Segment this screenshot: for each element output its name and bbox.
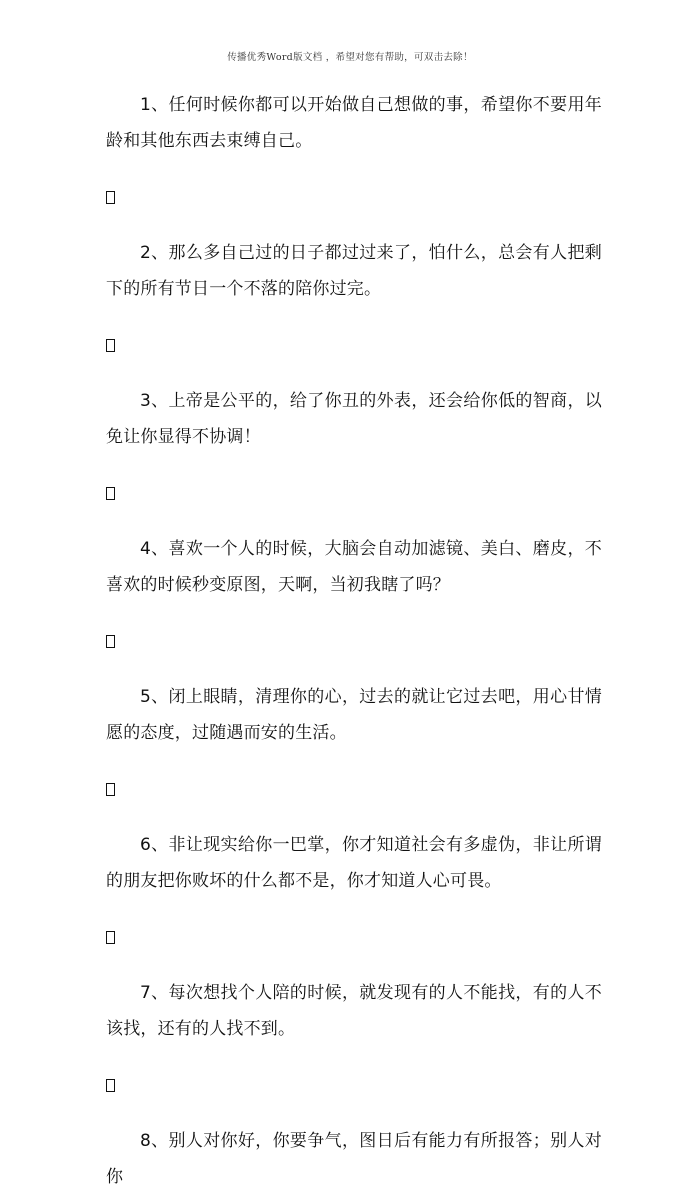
missing-glyph-icon [106, 191, 115, 204]
separator-4 [106, 623, 602, 659]
page-header: 传播优秀Word版文档 ，希望对您有帮助，可双击去除！ [227, 52, 473, 63]
paragraph-5: 5、闭上眼睛，清理你的心，过去的就让它过去吧，用心甘情愿的态度，过随遇而安的生活。 [106, 687, 602, 743]
missing-glyph-icon [106, 1079, 115, 1092]
missing-glyph-icon [106, 783, 115, 796]
paragraph-1: 1、任何时候你都可以开始做自己想做的事，希望你不要用年龄和其他东西去束缚自己。 [106, 95, 602, 151]
missing-glyph-icon [106, 339, 115, 352]
document-body [106, 87, 602, 1195]
separator-2 [106, 327, 602, 363]
paragraph-8: 8、别人对你好，你要争气，图日后有能力有所报答；别人对你 [106, 1131, 602, 1187]
missing-glyph-icon [106, 635, 115, 648]
paragraph-3: 3、上帝是公平的，给了你丑的外表，还会给你低的智商，以免让你显得不协调！ [106, 391, 602, 447]
paragraph-2: 2、那么多自己过的日子都过过来了，怕什么，总会有人把剩下的所有节日一个不落的陪你过完。 [106, 243, 602, 299]
paragraph-7: 7、每次想找个人陪的时候，就发现有的人不能找，有的人不该找，还有的人找不到。 [106, 983, 602, 1039]
separator-7 [106, 1067, 602, 1103]
missing-glyph-icon [106, 931, 115, 944]
separator-1 [106, 179, 602, 215]
paragraph-6: 6、非让现实给你一巴掌，你才知道社会有多虚伪，非让所谓的朋友把你败坏的什么都不是，你才知道人心可畏。 [106, 835, 602, 891]
separator-5 [106, 771, 602, 807]
separator-6 [106, 919, 602, 955]
missing-glyph-icon [106, 487, 115, 500]
separator-3 [106, 475, 602, 511]
paragraph-4: 4、喜欢一个人的时候，大脑会自动加滤镜、美白、磨皮，不喜欢的时候秒变原图，天啊，当初我瞎了吗？ [106, 539, 602, 595]
